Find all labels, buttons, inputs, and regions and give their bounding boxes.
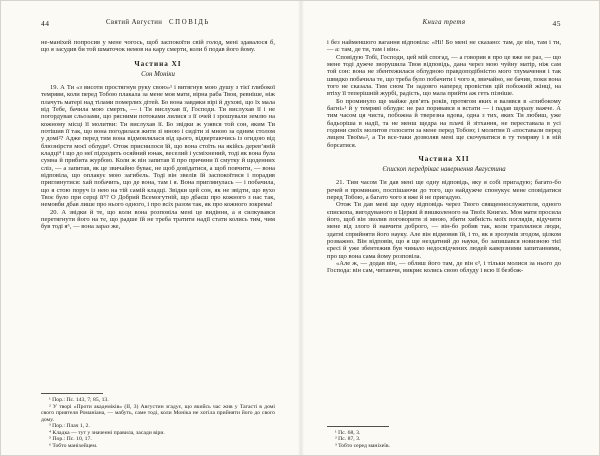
chapter-subtitle: Сон Моніки (141, 70, 175, 78)
page-header-right (327, 19, 561, 31)
body-paragraph: не-маніхей попросив у мене чогось, щоб заспокоїти свій голод, мені здавалося б, що я засудив би той шматочок немов на кару смерти, коли б подав його йому. (41, 39, 275, 54)
footnote: ⁶ Тобто маніхейцем. (49, 442, 98, 449)
chapter-heading: Частина XII (418, 155, 470, 164)
footnote: ¹ Пор.: Пс. 143, 7; 85, 13. (49, 397, 109, 403)
page-header-left (41, 19, 275, 31)
footnote-rule (41, 393, 103, 394)
page-number: 45 (552, 19, 561, 28)
footnote: ⁴ Кладка — тут у значенні правила, засади віри. (49, 429, 165, 436)
running-title-work: СПОВІДЬ (169, 19, 210, 26)
chapter-heading: Частина XI (134, 59, 182, 68)
page-number: 44 (41, 19, 50, 28)
running-title (41, 19, 275, 26)
page-right (301, 1, 600, 456)
footnote: ³ Пор.: Плач 1, 2. (49, 423, 90, 429)
running-title (327, 19, 561, 26)
body-paragraph: 20. А звідки й те, що коли вона розповіла мені це видіння, а я силкувався перетягнути його на те, що радше їй не треба тратити надії стати колись тим, чим був тоді я⁶, — вона зараз же, (41, 208, 275, 231)
body-paragraph: Сповідую Тобі, Господи, цей мій спогад, — а говорив я про це вже не раз, — що мене тоді дужче зворушила Твоя відповідь, дана через мою чуйну матір, ніж сам той сон: вона не збентежилася облудною правдоподібністю мого тлумачення і так швидко побачила те, що треба було побачити і чого я, звичайно, не бачив, поки вона того не сказала. Тим сном Ти задовго наперед провістив цій побожній жінці, на втіху її теперішній журбі, радість, що мала прийти аж геть пізніше. (327, 53, 561, 98)
body-paragraph: Отож Ти дав мені ще одну відповідь через Твого священнослужителя, одного єпископа, вигодуваного в Церкві й вишколеного на Твоїх Книгах. Моя мати просила його, щоб він зволив поговорити зі мною, збити хибність моїх поглядів, відучити мене від злого й навчити доброго, — він-бо робив так, коли траплялися люди, здатні сприйняти його науку. Але він відмовив їй, і то, як я зрозумів згодом, цілком розважно. Він відповів, що я ще нездатний до науки, бо запишався новизною тієї єресі й уже збентежив був чимало недосвідчених людей каверзними запитаннями, про що вона сама йому розповіла. (327, 201, 561, 260)
body-paragraph: Бо проминуло ще майже дев’ять років, протягом яких я валявся в «глибокому багні»¹ й у темряві облуди: не раз поривався я встати — і падав щоразу важче. А тим часом ця чиста, побожна й тверезна вдова, одна з тих, яких Ти любиш, уже бадьоріша в надії, та не менш щедра на плачі й зітхання, не переставала в усі години своїх молитов голосити за мене перед Тобою; і молитви її «поставали перед лицем Твоїм»², а Ти все-таки дозволяв мені ще скочуватися в ту темряву і в ній борсатися. (327, 97, 561, 149)
running-title-author: Святий Августин (106, 19, 163, 26)
footnote: ² У творі «Проти академіків» (II, 3) Августин згадує, що якийсь час жив у Тагасті в домі свого приятеля Романіана, — мабуть, саме тоді, коли Моніка не хотіла прийняти його до свого дому. (41, 403, 275, 423)
page-body (327, 39, 561, 275)
body-paragraph: «Але ж, — додав він, — облиш його там, де він є³, і тільки молися за нього до Господа: він сам, читаючи, викриє колись свою облуду і всю її безбож- (327, 260, 561, 275)
running-title-book: Книга третя (422, 19, 466, 26)
footnotes-block (327, 426, 561, 450)
body-paragraph: і без найменшого вагання відповіла: «Ні! Бо мені не сказано: там, де він, там і ти, — а: там, де ти, там і він». (327, 39, 561, 54)
footnote-rule (327, 426, 389, 427)
page-body (41, 39, 275, 231)
footnote: ³ Тобто серед маніхеїв. (335, 442, 390, 449)
footnote: ¹ Пс. 68, 3. (335, 429, 361, 436)
body-paragraph: 19. А Ти «з висоти простягнув руку свою»¹ і витягнув мою душу з тієї глибокої темряви, коли перед Тобою плакала за мене моя мати, вірна раба Твоя, ревніше, ніж плачуть матері над тілами померлих дітей. Бо вона завдяки вірі й духові, що їх мала від Тебе, бачила мою смерть, — і Ти вислухав її, Господи. Ти вислухав її і не погордував сльозами, що рясними потоками лилися з її очей і зрошували землю на кожному місці її молитви: Ти вислухав її. Бо звідки ж узявся той сон, яким Ти потішив її так, що вона погодилася жити зі мною і сидіти зі мною за одним столом у домі²? Адже перед тим вона відмовлялася від цього, відвертаючись із огидою від блюзнірств моєї облуди³. Отож приснилося їй, що вона стоїть на якійсь дерев’яній кладці⁴ і що до неї підходить осяйний юнак, веселий і усміхнений, тоді як вона була сумна й прибита журбою. Коли ж він запитав її про причини її смутку й щоденних сліз, — а запитав, як це звичайно буває, не щоб довідатися, а щоб повчити, — вона відповіла, що оплакує мою загибель. Тоді він звелів їй заспокоїтися і порадив приглянутися: хай побачить, що де вона, там і я. Вона приглянулась — і побачила, що я стою поруч із нею на тій самій кладці. Звідки цей сон, як не звідти, що вухо Твоє було при серці її⁵? О Добрий Всемогутній, що дбаєш про кожного з нас так, немовби дбав лише про нього одного, і про всіх разом так, як про кожного зокрема! (41, 83, 275, 209)
footnote: ⁵ Пор.: Пс. 10, 17. (49, 436, 92, 442)
footnote: ² Пс. 87, 3. (335, 436, 361, 442)
page-left (1, 1, 301, 456)
footnotes-block (41, 393, 275, 449)
chapter-subtitle: Єпископ передрікає навернення Августина (382, 166, 506, 173)
body-paragraph: 21. Тим часом Ти дав мені ще одну відповідь, яку я собі пригадую; багато-бо речей я проминаю, поспішаючи до того, що найдужче спонукує мене сповідатися перед Тобою, а багато чого я вже й не пригадую. (327, 179, 561, 202)
